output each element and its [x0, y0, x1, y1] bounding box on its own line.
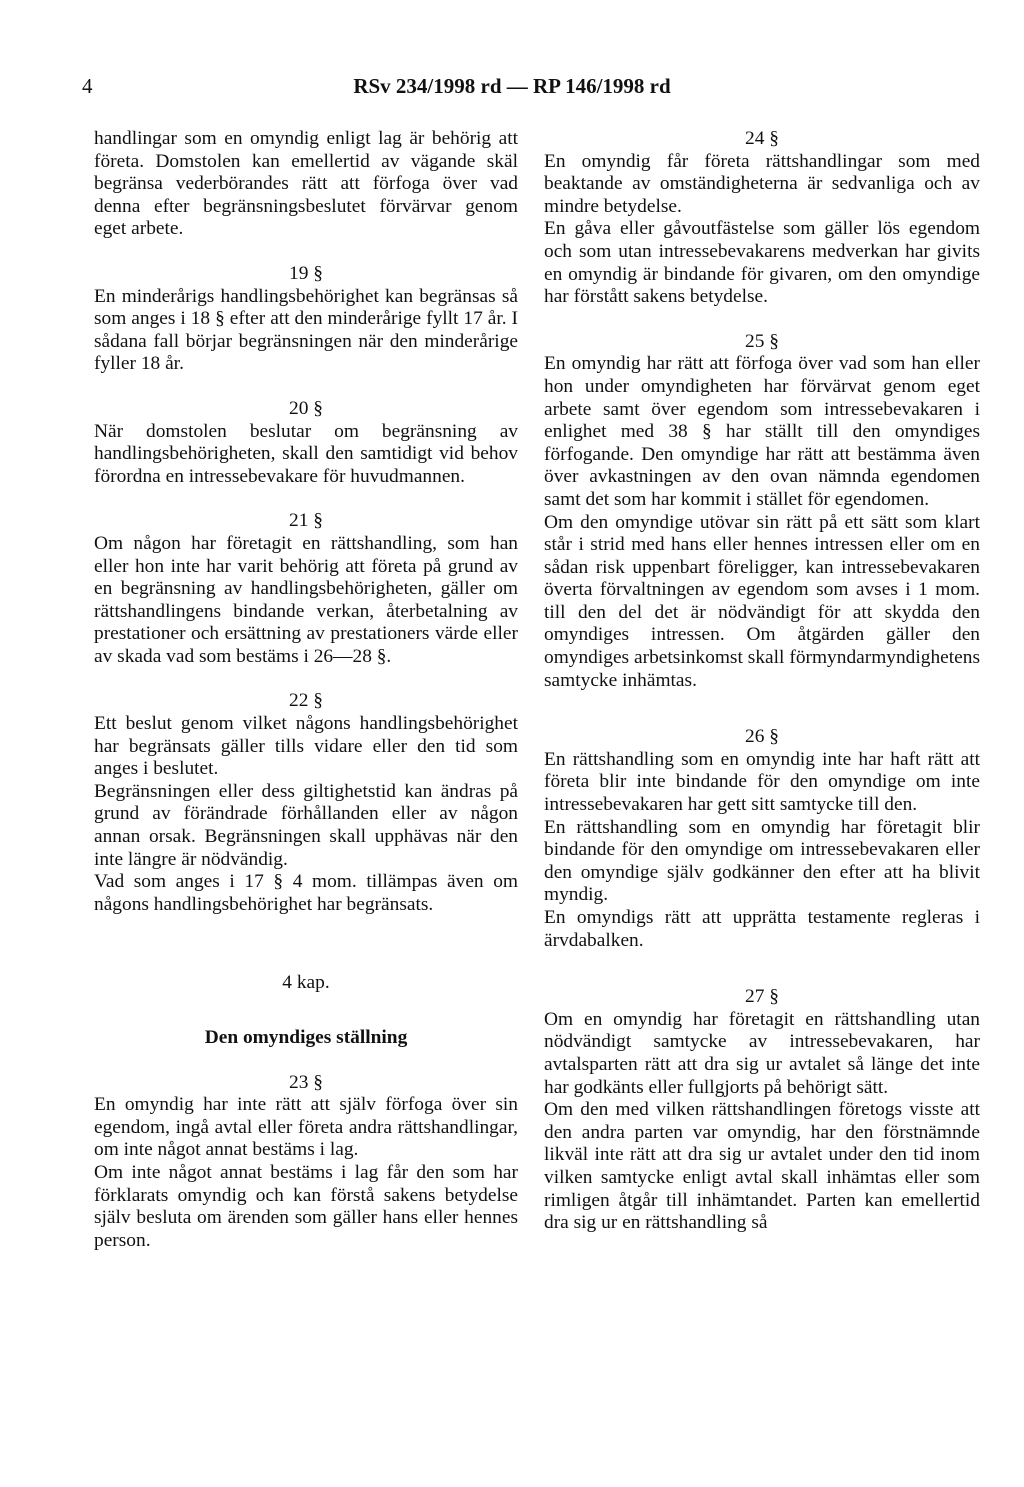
section-heading-22: 22 §: [289, 690, 323, 712]
paragraph: En omyndigs rätt att upprätta testamente regleras i ärvdabalken.: [544, 907, 980, 951]
paragraph: När domstolen beslutar om begränsning av handlingsbehörigheten, skall den samtidigt vid behov förordna en intressebevakare för huvudmannen.: [94, 420, 518, 487]
paragraph: En gåva eller gåvoutfästelse som gäller lös egendom och som utan intressebevakarens medverkan har givits en omyndig är bindande för givaren, om den omyndige har förstått sakens betydelse.: [544, 218, 980, 308]
paragraph: Om den omyndige utövar sin rätt på ett sätt som klart står i strid med hans eller hennes intressen eller om en sådan risk uppenbart föreligger, kan intressebevakaren överta förvaltningen av egendom som avses i 1 mom. till den del det är nödvändigt för att skydda den omyndiges intressen. Om åtgärden gäller den omyndiges arbetsinkomst skall förmyndarmyndighetens samtycke inhämtas.: [544, 511, 980, 691]
page-header: [0, 74, 1024, 104]
paragraph: Begränsningen eller dess giltighetstid kan ändras på grund av förändrade förhållanden eller av någon annan orsak. Begränsningen skall upphävas när den inte längre är nödvändig.: [94, 780, 518, 870]
paragraph: En rättshandling som en omyndig inte har haft rätt att företa blir inte bindande för den omyndige om inte intressebevakaren har gett sitt samtycke till den.: [544, 748, 980, 816]
page-number: 4: [82, 74, 93, 98]
section-heading-19: 19 §: [289, 262, 323, 284]
chapter-number: 4 kap.: [282, 972, 330, 994]
section-heading-24: 24 §: [745, 128, 779, 149]
section-heading-25: 25 §: [745, 330, 779, 352]
section-heading-27: 27 §: [745, 986, 779, 1008]
paragraph: Vad som anges i 17 § 4 mom. tillämpas även om någons handlingsbehörighet har begränsats.: [94, 871, 518, 915]
section-heading-23: 23 §: [289, 1071, 323, 1093]
paragraph: Ett beslut genom vilket någons handlingsbehörighet har begränsats gäller tills vidare eller den tid som anges i beslutet.: [94, 713, 518, 780]
paragraph: Om någon har företagit en rättshandling, som han eller hon inte har varit behörig att företa på grund av en begränsning av handlingsbehörigheten, gäller om rättshandlingens bindande verkan, återbetalning av prestationer och ersättning av prestationers värde eller av skada vad som bestäms i 26—28 §.: [94, 532, 518, 667]
section-heading-21: 21 §: [289, 510, 323, 532]
running-head: RSv 234/1998 rd — RP 146/1998 rd: [353, 74, 671, 98]
paragraph: Om inte något annat bestäms i lag får den som har förklarats omyndig och kan förstå sakens betydelse själv besluta om ärenden som gäller hans eller hennes person.: [94, 1161, 518, 1251]
chapter-title: Den omyndiges ställning: [204, 1027, 408, 1048]
left-column: [94, 128, 518, 1252]
paragraph: Om den med vilken rättshandlingen företogs visste att den andra parten var omyndig, har den förstnämnde likväl inte rätt att dra sig ur avtalet under den tid inom vilken samtycke enligt avtal skall inhämtas eller som rimligen åtgår till inhämtandet. Parten kan emellertid dra sig ur en rättshandling så: [544, 1099, 980, 1234]
paragraph: En omyndig får företa rättshandlingar som med beaktande av omständigheterna är sedvanliga och av mindre betydelse.: [544, 150, 980, 217]
paragraph: En minderårigs handlingsbehörighet kan begränsas så som anges i 18 § efter att den minderårige fyllt 17 år. I sådana fall börjar begränsningen när den minderårige fyller 18 år.: [94, 285, 518, 375]
section-heading-20: 20 §: [289, 397, 323, 419]
paragraph: Om en omyndig har företagit en rättshandling utan nödvändigt samtycke av intressebevakaren, har avtalsparten rätt att dra sig ur avtalet så länge det inte har godkänts eller fullgjorts på behörigt sätt.: [544, 1008, 980, 1098]
right-column: [544, 128, 980, 1235]
paragraph: En omyndig har rätt att förfoga över vad som han eller hon under omyndigheten har förvärvat genom eget arbete samt över egendom som intressebevakaren i enlighet med 38 § har ställt till den omyndiges förfogande. Den omyndige har rätt att bestämma även över avkastningen av den ovan nämnda egendomen samt det som har kommit i stället för egendomen.: [544, 353, 980, 510]
paragraph: En rättshandling som en omyndig har företagit blir bindande för den omyndige om intressebevakaren eller den omyndige själv godkänner den efter att ha blivit myndig.: [544, 816, 980, 906]
section-heading-26: 26 §: [745, 726, 779, 748]
paragraph: En omyndig har inte rätt att själv förfoga över sin egendom, ingå avtal eller företa andra rättshandlingar, om inte något annat bestäms i lag.: [94, 1094, 518, 1161]
paragraph: handlingar som en omyndig enligt lag är behörig att företa. Domstolen kan emellertid av vägande skäl begränsa vederbörandes rätt att förfoga över vad denna efter begränsningsbeslutet förvärvar genom eget arbete.: [94, 128, 518, 240]
